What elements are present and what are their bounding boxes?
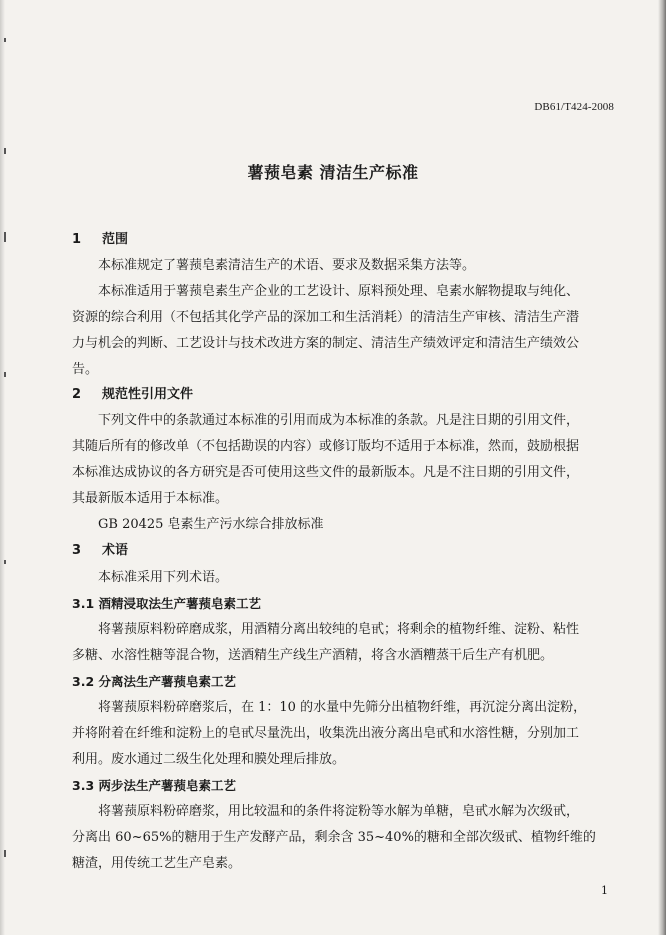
- section-1-heading: [72, 232, 128, 248]
- subsection-3-2-heading: 3.2 分离法生产薯蓣皂素工艺: [72, 674, 236, 689]
- paragraph-line: 并将附着在纤维和淀粉上的皂甙尽量洗出，收集洗出液分离出皂甙和水溶性糖，分别加工: [72, 726, 580, 741]
- section-3-heading: [72, 543, 128, 559]
- section-number: 2: [72, 387, 82, 402]
- section-2-heading: [72, 387, 193, 403]
- scan-speck: [4, 148, 6, 154]
- paragraph-line: 其最新版本适用于本标准。: [72, 491, 229, 506]
- subsection-3-1-heading: 3.1 酒精浸取法生产薯蓣皂素工艺: [72, 596, 261, 611]
- paragraph-line: 本标准采用下列术语。: [98, 570, 229, 585]
- standard-number: DB61/T424-2008: [534, 101, 614, 113]
- paragraph-line: 本标准规定了薯蓣皂素清洁生产的术语、要求及数据采集方法等。: [98, 258, 476, 273]
- paragraph-line: 将薯蓣原料粉碎磨成浆，用酒精分离出较纯的皂甙；将剩余的植物纤维、淀粉、粘性: [98, 622, 580, 637]
- paragraph-line: 其随后所有的修改单（不包括勘误的内容）或修订版均不适用于本标准，然而，鼓励根据: [72, 439, 580, 454]
- paragraph-line: 力与机会的判断、工艺设计与技术改进方案的制定、清洁生产绩效评定和清洁生产绩效公: [72, 336, 580, 351]
- section-title: 规范性引用文件: [102, 387, 194, 402]
- paragraph-line: 资源的综合利用（不包括其化学产品的深加工和生活消耗）的清洁生产审核、清洁生产潜: [72, 310, 580, 325]
- subsection-3-3-heading: 3.3 两步法生产薯蓣皂素工艺: [72, 778, 236, 793]
- document-title: 薯蓣皂素 清洁生产标准: [247, 163, 419, 182]
- paragraph-line: 告。: [72, 362, 99, 377]
- paragraph-line: 下列文件中的条款通过本标准的引用而成为本标准的条款。凡是注日期的引用文件，: [98, 413, 580, 428]
- paragraph-line: 将薯蓣原料粉碎磨浆，用比较温和的条件将淀粉等水解为单糖，皂甙水解为次级甙，: [98, 804, 580, 819]
- section-title: 范围: [102, 232, 129, 247]
- paragraph-line: 本标准达成协议的各方研究是否可使用这些文件的最新版本。凡是不注日期的引用文件，: [72, 465, 580, 480]
- section-number: 1: [72, 232, 82, 247]
- section-title: 术语: [102, 543, 129, 558]
- paragraph-line: 将薯蓣原料粉碎磨浆后，在 1：10 的水量中先筛分出植物纤维，再沉淀分离出淀粉，: [98, 700, 587, 715]
- page-number: 1: [601, 884, 608, 897]
- scan-speck: [4, 38, 6, 42]
- paragraph-line: 本标准适用于薯蓣皂素生产企业的工艺设计、原料预处理、皂素水解物提取与纯化、: [98, 284, 580, 299]
- scan-left-edge: [0, 0, 5, 935]
- section-number: 3: [72, 543, 82, 558]
- paragraph-line: 多糖、水溶性糖等混合物，送酒精生产线生产酒精，将含水酒糟蒸干后生产有机肥。: [72, 648, 554, 663]
- scan-right-edge: [658, 0, 666, 935]
- scan-speck: [4, 560, 6, 564]
- paragraph-line: 利用。废水通过二级生化处理和膜处理后排放。: [72, 752, 346, 767]
- paragraph-line: 糖渣，用传统工艺生产皂素。: [72, 856, 242, 871]
- reference-item: GB 20425 皂素生产污水综合排放标准: [98, 517, 324, 532]
- scan-speck: [4, 232, 6, 242]
- scan-speck: [4, 372, 6, 377]
- scan-speck: [4, 850, 6, 857]
- paragraph-line: 分离出 60~65%的糖用于生产发酵产品，剩余含 35~40%的糖和全部次级甙、植物纤维的: [72, 830, 596, 845]
